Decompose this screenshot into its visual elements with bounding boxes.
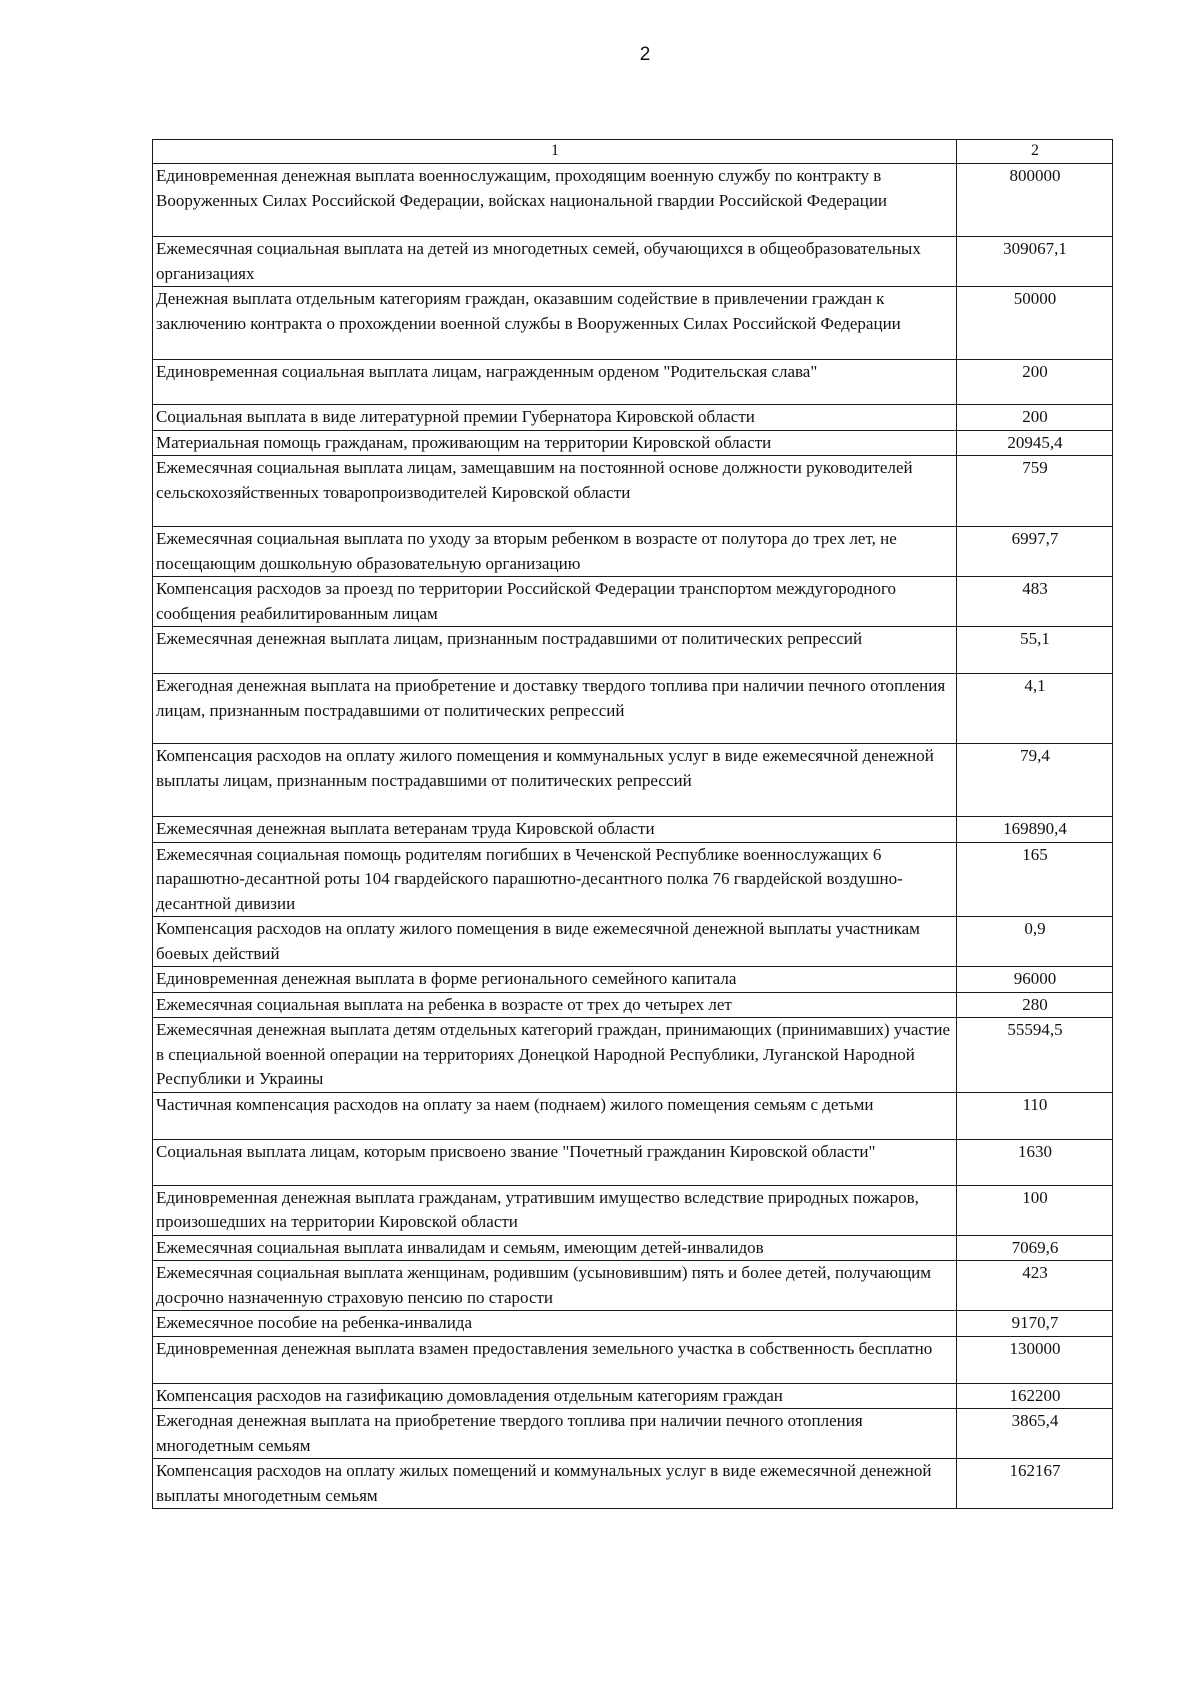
payment-amount-cell: 50000 [957, 287, 1113, 360]
table-row [153, 456, 1113, 527]
payment-name-cell: Ежемесячное пособие на ребенка-инвалида [153, 1311, 957, 1337]
table-row [153, 992, 1113, 1018]
payment-amount-cell: 96000 [957, 967, 1113, 993]
payment-name-cell: Единовременная денежная выплата гражданам, утратившим имущество вследствие природных пожаров, произошедших на территории Кировской области [153, 1185, 957, 1235]
column-header: 2 [957, 140, 1113, 164]
payment-amount-cell: 100 [957, 1185, 1113, 1235]
payment-amount-cell: 55,1 [957, 627, 1113, 674]
table-row [153, 1092, 1113, 1139]
payments-table [152, 139, 1113, 1509]
table-row [153, 627, 1113, 674]
table-row [153, 674, 1113, 744]
payment-name-cell: Социальная выплата в виде литературной премии Губернатора Кировской области [153, 405, 957, 431]
payment-amount-cell: 6997,7 [957, 527, 1113, 577]
payment-name-cell: Ежемесячная социальная выплата на ребенка в возрасте от трех до четырех лет [153, 992, 957, 1018]
payment-amount-cell: 423 [957, 1261, 1113, 1311]
table-row [153, 405, 1113, 431]
payment-name-cell: Денежная выплата отдельным категориям граждан, оказавшим содействие в привлечении граждан к заключению контракта о прохождении военной службы в Вооруженных Силах Российской Федерации [153, 287, 957, 360]
payment-amount-cell: 800000 [957, 164, 1113, 237]
payment-amount-cell: 162167 [957, 1459, 1113, 1509]
payment-name-cell: Ежемесячная денежная выплата ветеранам труда Кировской области [153, 817, 957, 843]
table-header-row [153, 140, 1113, 164]
table-row [153, 744, 1113, 817]
payment-amount-cell: 7069,6 [957, 1235, 1113, 1261]
table-row [153, 1383, 1113, 1409]
payment-name-cell: Компенсация расходов за проезд по территории Российской Федерации транспортом междугородного сообщения реабилитированным лицам [153, 577, 957, 627]
payment-amount-cell: 165 [957, 842, 1113, 917]
payment-name-cell: Единовременная денежная выплата взамен предоставления земельного участка в собственность бесплатно [153, 1336, 957, 1383]
table-row [153, 430, 1113, 456]
payment-amount-cell: 759 [957, 456, 1113, 527]
payment-amount-cell: 55594,5 [957, 1018, 1113, 1093]
payment-name-cell: Компенсация расходов на оплату жилых помещений и коммунальных услуг в виде ежемесячной денежной выплаты многодетным семьям [153, 1459, 957, 1509]
payment-amount-cell: 169890,4 [957, 817, 1113, 843]
payment-amount-cell: 483 [957, 577, 1113, 627]
payment-amount-cell: 162200 [957, 1383, 1113, 1409]
payment-amount-cell: 200 [957, 405, 1113, 431]
page-number: 2 [639, 44, 651, 65]
table-row [153, 842, 1113, 917]
payment-name-cell: Компенсация расходов на газификацию домовладения отдельным категориям граждан [153, 1383, 957, 1409]
table-row [153, 1139, 1113, 1185]
table-row [153, 1261, 1113, 1311]
payment-name-cell: Ежемесячная социальная выплата по уходу за вторым ребенком в возрасте от полутора до трех лет, не посещающим дошкольную образовательную организацию [153, 527, 957, 577]
payment-amount-cell: 200 [957, 360, 1113, 405]
payment-name-cell: Компенсация расходов на оплату жилого помещения в виде ежемесячной денежной выплаты участникам боевых действий [153, 917, 957, 967]
table-row [153, 577, 1113, 627]
payment-amount-cell: 3865,4 [957, 1409, 1113, 1459]
table-row [153, 1235, 1113, 1261]
payment-amount-cell: 0,9 [957, 917, 1113, 967]
table-row [153, 967, 1113, 993]
payment-name-cell: Ежемесячная социальная выплата инвалидам и семьям, имеющим детей-инвалидов [153, 1235, 957, 1261]
payment-name-cell: Материальная помощь гражданам, проживающим на территории Кировской области [153, 430, 957, 456]
payment-amount-cell: 1630 [957, 1139, 1113, 1185]
table-row [153, 1409, 1113, 1459]
payment-name-cell: Ежегодная денежная выплата на приобретение и доставку твердого топлива при наличии печного отопления лицам, признанным пострадавшими от политических репрессий [153, 674, 957, 744]
table-row [153, 917, 1113, 967]
table-row [153, 1185, 1113, 1235]
table-row [153, 237, 1113, 287]
payment-name-cell: Единовременная денежная выплата в форме регионального семейного капитала [153, 967, 957, 993]
payment-name-cell: Единовременная денежная выплата военнослужащим, проходящим военную службу по контракту в Вооруженных Силах Российской Федерации, войсках национальной гвардии Российской Федерации [153, 164, 957, 237]
table-row [153, 817, 1113, 843]
payment-amount-cell: 20945,4 [957, 430, 1113, 456]
payment-name-cell: Социальная выплата лицам, которым присвоено звание "Почетный гражданин Кировской области" [153, 1139, 957, 1185]
payment-name-cell: Ежемесячная денежная выплата детям отдельных категорий граждан, принимающих (принимавших) участие в специальной военной операции на территориях Донецкой Народной Республики, Луганской Народной Республики и Украины [153, 1018, 957, 1093]
payment-name-cell: Ежегодная денежная выплата на приобретение твердого топлива при наличии печного отопления многодетным семьям [153, 1409, 957, 1459]
payment-amount-cell: 79,4 [957, 744, 1113, 817]
column-header: 1 [153, 140, 957, 164]
payment-name-cell: Единовременная социальная выплата лицам, награжденным орденом "Родительская слава" [153, 360, 957, 405]
table-row [153, 287, 1113, 360]
payment-name-cell: Ежемесячная социальная выплата лицам, замещавшим на постоянной основе должности руководителей сельскохозяйственных товаропроизводителей Кировской области [153, 456, 957, 527]
payment-amount-cell: 4,1 [957, 674, 1113, 744]
payment-amount-cell: 130000 [957, 1336, 1113, 1383]
payment-amount-cell: 280 [957, 992, 1113, 1018]
payment-amount-cell: 309067,1 [957, 237, 1113, 287]
table-row [153, 527, 1113, 577]
payment-amount-cell: 9170,7 [957, 1311, 1113, 1337]
table-row [153, 1018, 1113, 1093]
table-row [153, 164, 1113, 237]
payment-name-cell: Компенсация расходов на оплату жилого помещения и коммунальных услуг в виде ежемесячной денежной выплаты лицам, признанным пострадавшими от политических репрессий [153, 744, 957, 817]
payment-name-cell: Ежемесячная социальная выплата на детей из многодетных семей, обучающихся в общеобразовательных организациях [153, 237, 957, 287]
payment-name-cell: Ежемесячная социальная выплата женщинам, родившим (усыновившим) пять и более детей, получающим досрочно назначенную страховую пенсию по старости [153, 1261, 957, 1311]
payment-name-cell: Ежемесячная социальная помощь родителям погибших в Чеченской Республике военнослужащих 6 парашютно-десантной роты 104 гвардейского парашютно-десантного полка 76 гвардейской воздушно-десантной дивизии [153, 842, 957, 917]
table-row [153, 1311, 1113, 1337]
table-row [153, 1459, 1113, 1509]
payment-name-cell: Частичная компенсация расходов на оплату за наем (поднаем) жилого помещения семьям с детьми [153, 1092, 957, 1139]
table-row [153, 360, 1113, 405]
table-row [153, 1336, 1113, 1383]
payment-name-cell: Ежемесячная денежная выплата лицам, признанным пострадавшими от политических репрессий [153, 627, 957, 674]
payment-amount-cell: 110 [957, 1092, 1113, 1139]
